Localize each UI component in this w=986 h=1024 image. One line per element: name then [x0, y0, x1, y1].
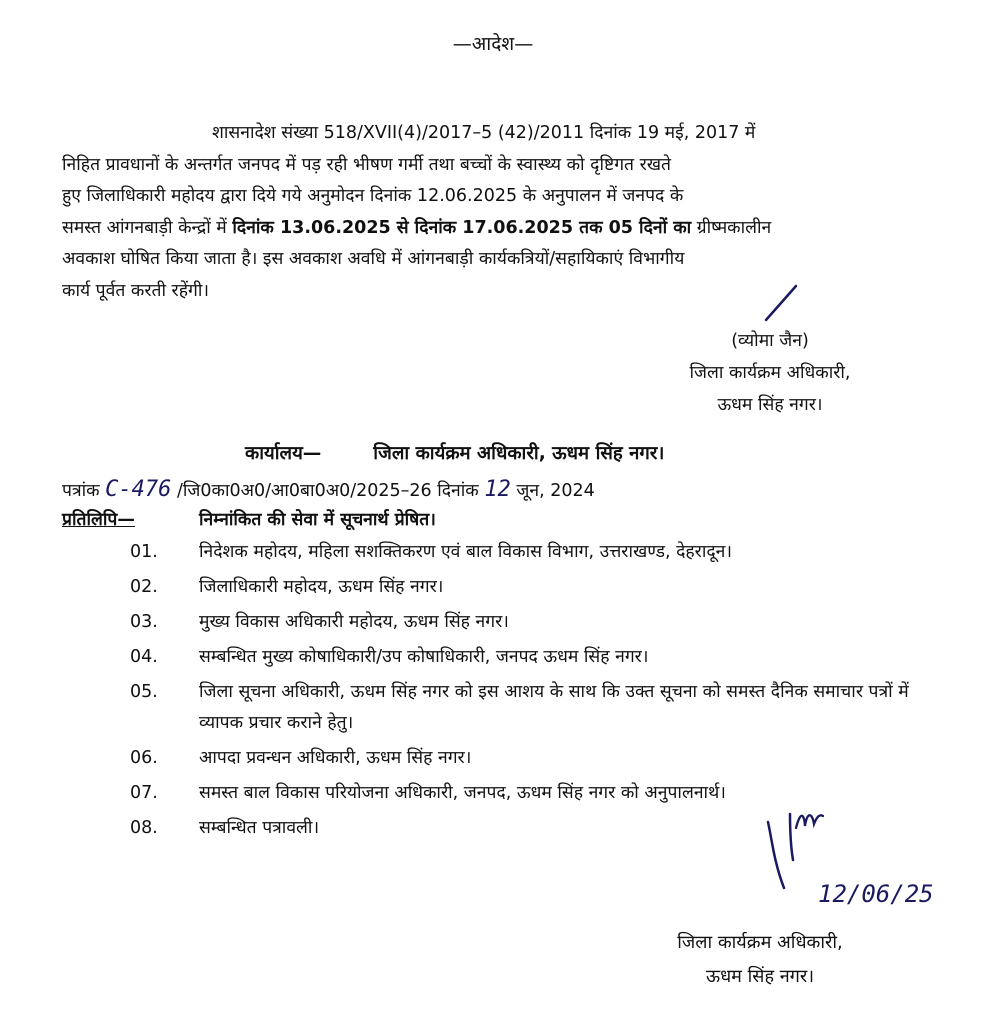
reference-prefix: पत्रांक [62, 481, 100, 501]
item-number: 08. [130, 818, 158, 838]
item-text: समस्त बाल विकास परियोजना अधिकारी, जनपद, ऊधम सिंह नगर को अनुपालनार्थ। [199, 783, 726, 803]
item-text: निदेशक महोदय, महिला सशक्तिकरण एवं बाल विकास विभाग, उत्तराखण्ड, देहरादून। [199, 542, 733, 562]
item-text: जिला सूचना अधिकारी, ऊधम सिंह नगर को इस आशय के साथ कि उक्त सूचना को समस्त दैनिक समाचार पत्रों में व्यापक प्रचार कराने हेतु। [199, 682, 909, 733]
order-paragraph [62, 118, 922, 307]
list-item [130, 677, 940, 739]
reference-middle: /जि0का0अ0/आ0बा0अ0/2025–26 दिनांक [176, 481, 479, 501]
order-line-1: शासनादेश संख्या 518/XVII(4)/2017–5 (42)/2011 दिनांक 19 मई, 2017 में [212, 123, 756, 143]
item-number: 07. [130, 783, 158, 803]
item-text: सम्बन्धित पत्रावली। [199, 818, 320, 838]
copy-label: प्रतिलिपि— [62, 510, 135, 530]
order-line-2: निहित प्रावधानों के अन्तर्गत जनपद में पड़ रही भीषण गर्मी तथा बच्चों के स्वास्थ्य को दृष्टिगत रखते [62, 154, 672, 175]
list-item [130, 537, 940, 568]
signatory-top [645, 325, 895, 421]
office-value: जिला कार्यक्रम अधिकारी, ऊधम सिंह नगर। [373, 443, 665, 464]
signatory-bottom-designation: जिला कार्यक्रम अधिकारी, [677, 932, 843, 953]
order-heading: —आदेश— [452, 33, 534, 55]
order-line-4-start: समस्त आंगनबाड़ी केन्द्रों में [62, 217, 227, 238]
list-item [130, 642, 940, 673]
order-line-6: कार्य पूर्वत करती रहेंगी। [62, 280, 210, 301]
holiday-dates: दिनांक 13.06.2025 से दिनांक 17.06.2025 तक 05 दिनों का [232, 217, 692, 238]
order-line-4 [62, 213, 922, 245]
reference-line [62, 477, 595, 502]
item-number: 05. [130, 682, 158, 702]
order-line-4-end: ग्रीष्मकालीन [696, 217, 772, 238]
list-item [130, 607, 940, 638]
item-number: 01. [130, 542, 158, 562]
item-number: 03. [130, 612, 158, 632]
reference-number-handwritten: C-476 [105, 477, 172, 502]
signatory-bottom [625, 926, 895, 994]
signature-date-handwritten: 12/06/25 [818, 880, 934, 908]
item-number: 06. [130, 748, 158, 768]
order-line-5: अवकाश घोषित किया जाता है। इस अवकाश अवधि में आंगनबाड़ी कार्यकत्रियों/सहायिकाएं विभागीय [62, 249, 685, 269]
item-text: मुख्य विकास अधिकारी महोदय, ऊधम सिंह नगर। [199, 612, 509, 632]
item-text: आपदा प्रवन्धन अधिकारी, ऊधम सिंह नगर। [199, 748, 472, 768]
order-line-3: हुए जिलाधिकारी महोदय द्वारा दिये गये अनुमोदन दिनांक 12.06.2025 के अनुपालन में जनपद के [62, 186, 684, 206]
office-line [245, 440, 664, 465]
item-text: जिलाधिकारी महोदय, ऊधम सिंह नगर। [199, 577, 444, 597]
item-text: सम्बन्धित मुख्य कोषाधिकारी/उप कोषाधिकारी, जनपद ऊधम सिंह नगर। [199, 647, 649, 667]
signatory-designation: जिला कार्यक्रम अधिकारी, [689, 363, 851, 383]
list-item [130, 572, 940, 603]
office-label: कार्यालय— [245, 443, 322, 464]
reference-suffix: जून, 2024 [516, 481, 595, 501]
copy-intro: निम्नांकित की सेवा में सूचनार्थ प्रेषित। [199, 510, 436, 530]
list-item [130, 743, 940, 774]
item-number: 04. [130, 647, 158, 667]
signature-stroke-top [760, 284, 800, 324]
signatory-name: (व्योमा जैन) [731, 331, 809, 351]
signatory-location: ऊधम सिंह नगर। [717, 395, 823, 415]
reference-day-handwritten: 12 [484, 477, 511, 502]
signatory-bottom-location: ऊधम सिंह नगर। [705, 966, 815, 987]
item-number: 02. [130, 577, 158, 597]
